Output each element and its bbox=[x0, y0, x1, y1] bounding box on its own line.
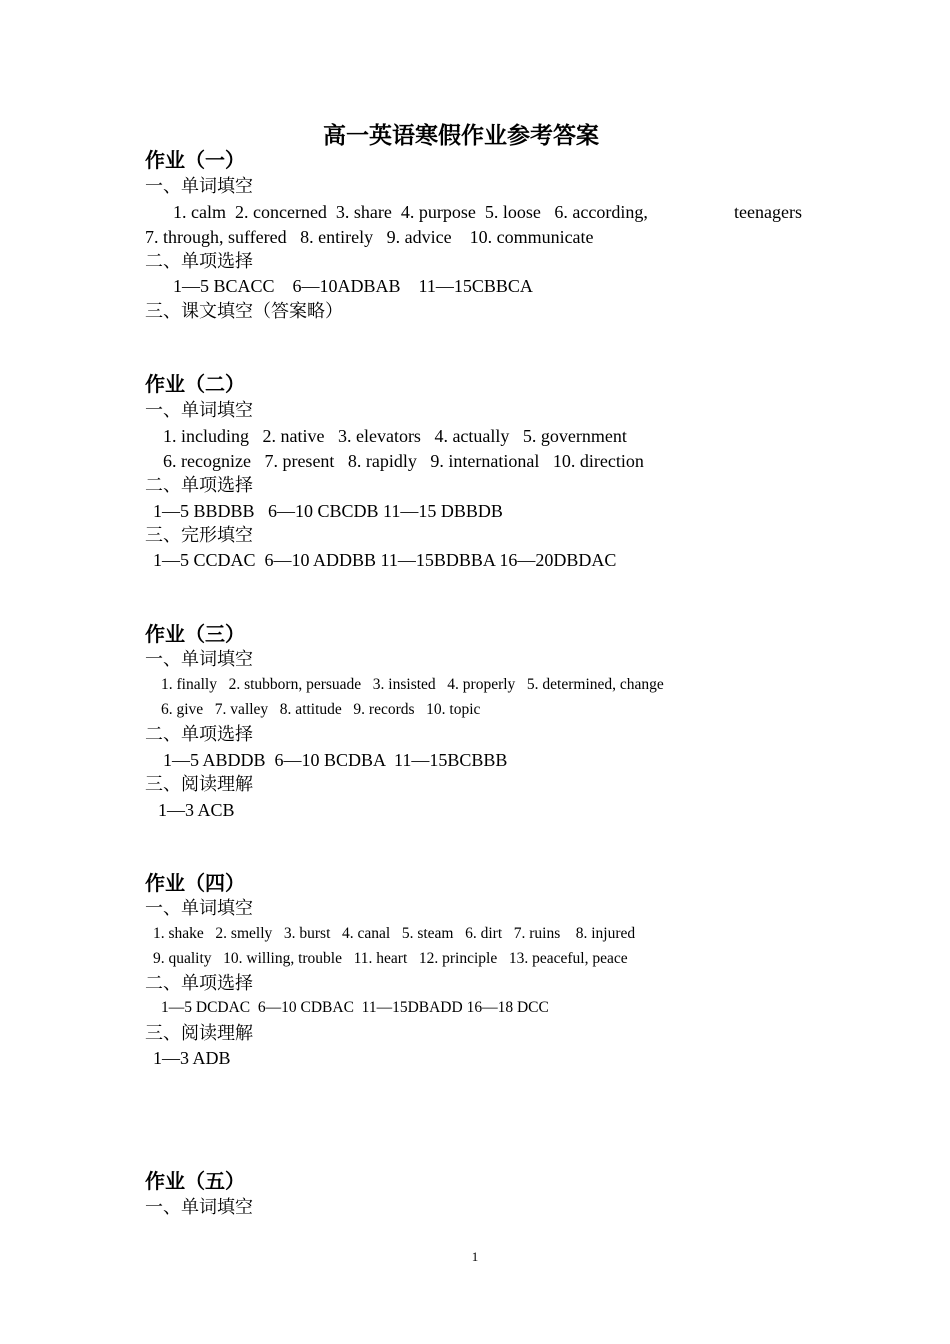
assignment-3-answer-line: 1—3 ACB bbox=[158, 800, 235, 820]
assignment-3-section-3-label: 三、阅读理解 bbox=[145, 774, 253, 794]
assignment-4-heading: 作业（四） bbox=[145, 873, 245, 895]
assignment-3-section-1-label: 一、单词填空 bbox=[145, 649, 253, 669]
assignment-3-heading: 作业（三） bbox=[145, 624, 245, 646]
page-number: 1 bbox=[471, 1249, 479, 1264]
assignment-4-answer-line: 1—5 DCDAC 6—10 CDBAC 11—15DBADD 16—18 DCC bbox=[161, 999, 549, 1016]
assignment-2-section-1-label: 一、单词填空 bbox=[145, 400, 253, 420]
assignment-1-answer-line: 1—5 BCACC 6—10ADBAB 11—15CBBCA bbox=[173, 276, 533, 296]
assignment-2-section-2-label: 二、单项选择 bbox=[145, 475, 253, 495]
assignment-5-heading: 作业（五） bbox=[145, 1171, 245, 1193]
assignment-1-section-2-label: 二、单项选择 bbox=[145, 251, 253, 271]
assignment-3-answer-line: 1—5 ABDDB 6—10 BCDBA 11—15BCBBB bbox=[163, 750, 508, 770]
assignment-1-heading: 作业（一） bbox=[145, 150, 245, 172]
assignment-4-answer-line: 1. shake 2. smelly 3. burst 4. canal 5. steam 6. dirt 7. ruins 8. injured bbox=[153, 925, 636, 942]
assignment-2-answer-line: 1. including 2. native 3. elevators 4. actually 5. government bbox=[163, 426, 627, 446]
assignment-1-answer-line: 1. calm 2. concerned 3. share 4. purpose 5. loose 6. according, bbox=[173, 202, 648, 222]
assignment-3-section-2-label: 二、单项选择 bbox=[145, 724, 253, 744]
assignment-4-answer-line: 9. quality 10. willing, trouble 11. heart 12. principle 13. peaceful, peace bbox=[153, 950, 628, 967]
assignment-3-answer-line: 1. finally 2. stubborn, persuade 3. insisted 4. properly 5. determined, change bbox=[161, 676, 664, 693]
document-title: 高一英语寒假作业参考答案 bbox=[323, 123, 599, 148]
assignment-1-section-3-label: 三、课文填空（答案略） bbox=[145, 301, 343, 321]
assignment-2-section-3-label: 三、完形填空 bbox=[145, 525, 253, 545]
assignment-2-heading: 作业（二） bbox=[145, 374, 245, 396]
assignment-1-section-1-label: 一、单词填空 bbox=[145, 176, 253, 196]
assignment-4-section-3-label: 三、阅读理解 bbox=[145, 1023, 253, 1043]
assignment-4-section-1-label: 一、单词填空 bbox=[145, 898, 253, 918]
assignment-3-answer-line: 6. give 7. valley 8. attitude 9. records 10. topic bbox=[161, 701, 481, 718]
assignment-5-section-1-label: 一、单词填空 bbox=[145, 1197, 253, 1217]
assignment-1-answer-line: teenagers bbox=[734, 202, 802, 222]
assignment-2-answer-line: 6. recognize 7. present 8. rapidly 9. international 10. direction bbox=[163, 451, 644, 471]
assignment-1-answer-line: 7. through, suffered 8. entirely 9. advice 10. communicate bbox=[145, 227, 594, 247]
assignment-2-answer-line: 1—5 CCDAC 6—10 ADDBB 11—15BDBBA 16—20DBDAC bbox=[153, 550, 617, 570]
assignment-2-answer-line: 1—5 BBDBB 6—10 CBCDB 11—15 DBBDB bbox=[153, 501, 503, 521]
assignment-4-section-2-label: 二、单项选择 bbox=[145, 973, 253, 993]
assignment-4-answer-line: 1—3 ADB bbox=[153, 1048, 231, 1068]
